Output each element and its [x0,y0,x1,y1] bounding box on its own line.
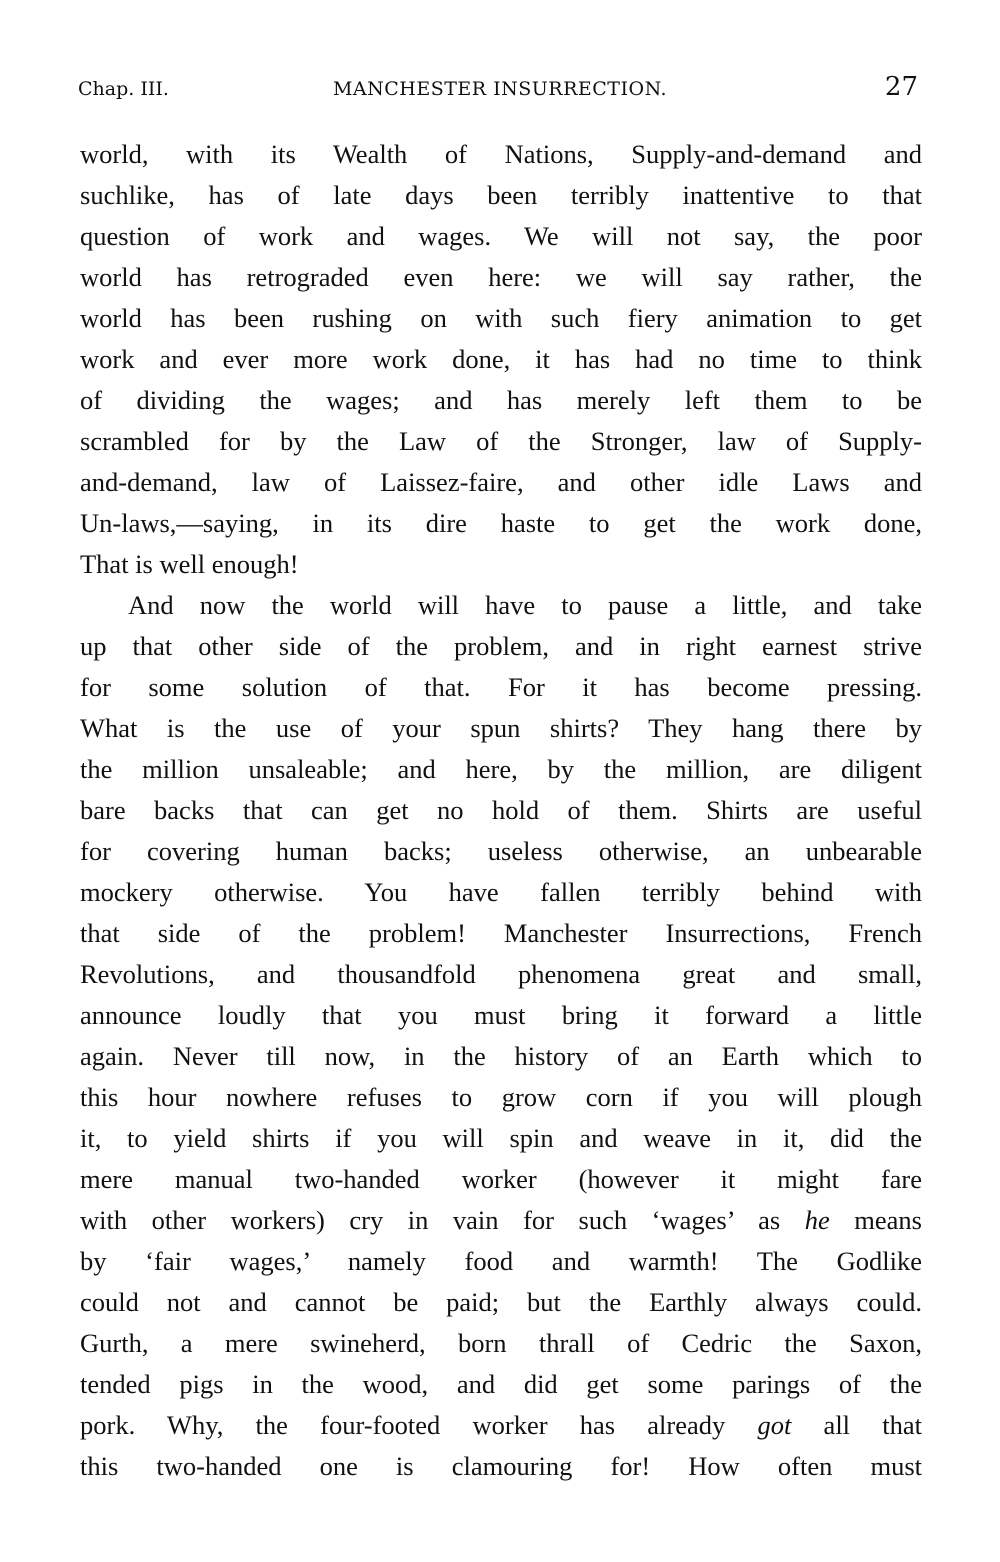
text-line [80,708,922,749]
text-line [80,831,922,872]
text-line [80,790,922,831]
line-text: question of work and wages. We will not say, the poor [80,221,922,251]
line-text: the million unsaleable; and here, by the million, are diligent [80,754,922,784]
text-line [80,421,922,462]
italic-word: got [757,1410,792,1440]
text-line [80,954,922,995]
text-line [80,872,922,913]
page-body-text [80,134,922,1487]
text-line [80,380,922,421]
text-line [80,339,922,380]
text-line [80,1036,922,1077]
text-line [80,667,922,708]
text-line [80,216,922,257]
text-line [80,1118,922,1159]
text-line [80,626,922,667]
line-text: could not and cannot be paid; but the Earthly always could. [80,1287,922,1317]
line-text: bare backs that can get no hold of them. Shirts are useful [80,795,922,825]
line-text: What is the use of your spun shirts? They hang there by [80,713,922,743]
line-text: for covering human backs; useless otherwise, an unbearable [80,836,922,866]
text-line [80,913,922,954]
line-text: And now the world will have to pause a little, and take [128,590,922,620]
text-line [80,462,922,503]
page-number: 27 [884,72,918,102]
italic-word: he [804,1205,830,1235]
line-text: again. Never till now, in the history of an Earth which to [80,1041,922,1071]
text-line [80,1077,922,1118]
text-line [80,1241,922,1282]
line-text: Un-laws,—saying, in its dire haste to get the work done, [80,508,922,538]
text-line [80,749,922,790]
text-line [80,995,922,1036]
text-line [80,544,922,585]
line-text: and-demand, law of Laissez-faire, and other idle Laws and [80,467,922,497]
text-line [80,585,922,626]
text-line [80,175,922,216]
line-text: mockery otherwise. You have fallen terribly behind with [80,877,922,907]
line-text: this two-handed one is clamouring for! How often must [80,1451,922,1481]
line-text: Revolutions, and thousandfold phenomena great and small, [80,959,922,989]
line-text: with other workers) cry in vain for such ‘wages’ as [80,1205,805,1235]
line-text: of dividing the wages; and has merely left them to be [80,385,922,415]
text-line [80,257,922,298]
line-text: That is well enough! [80,549,299,579]
line-text: by ‘fair wages,’ namely food and warmth! The Godlike [80,1246,922,1276]
line-text: suchlike, has of late days been terribly inattentive to that [80,180,922,210]
line-text: all that [791,1410,922,1440]
chapter-label: Chap. III. [78,78,169,100]
text-line [80,1405,922,1446]
text-line [80,503,922,544]
text-line [80,134,922,175]
line-text: means [829,1205,922,1235]
running-header [78,72,922,106]
text-line [80,1323,922,1364]
line-text: mere manual two-handed worker (however it might fare [80,1164,922,1194]
text-line [80,298,922,339]
line-text: for some solution of that. For it has become pressing. [80,672,922,702]
line-text: this hour nowhere refuses to grow corn if you will plough [80,1082,922,1112]
line-text: tended pigs in the wood, and did get some parings of the [80,1369,922,1399]
line-text: announce loudly that you must bring it forward a little [80,1000,922,1030]
line-text: that side of the problem! Manchester Insurrections, French [80,918,922,948]
text-line [80,1200,922,1241]
line-text: world, with its Wealth of Nations, Supply-and-demand and [80,139,922,169]
text-line [80,1446,922,1487]
line-text: Gurth, a mere swineherd, born thrall of Cedric the Saxon, [80,1328,922,1358]
text-line [80,1282,922,1323]
line-text: pork. Why, the four-footed worker has already [80,1410,758,1440]
text-line [80,1364,922,1405]
running-title: MANCHESTER INSURRECTION. [332,78,668,100]
line-text: world has retrograded even here: we will say rather, the [80,262,922,292]
text-line [80,1159,922,1200]
line-text: world has been rushing on with such fiery animation to get [80,303,922,333]
line-text: work and ever more work done, it has had no time to think [80,344,922,374]
line-text: it, to yield shirts if you will spin and weave in it, did the [80,1123,922,1153]
line-text: up that other side of the problem, and in right earnest strive [80,631,922,661]
line-text: scrambled for by the Law of the Stronger, law of Supply- [80,426,922,456]
